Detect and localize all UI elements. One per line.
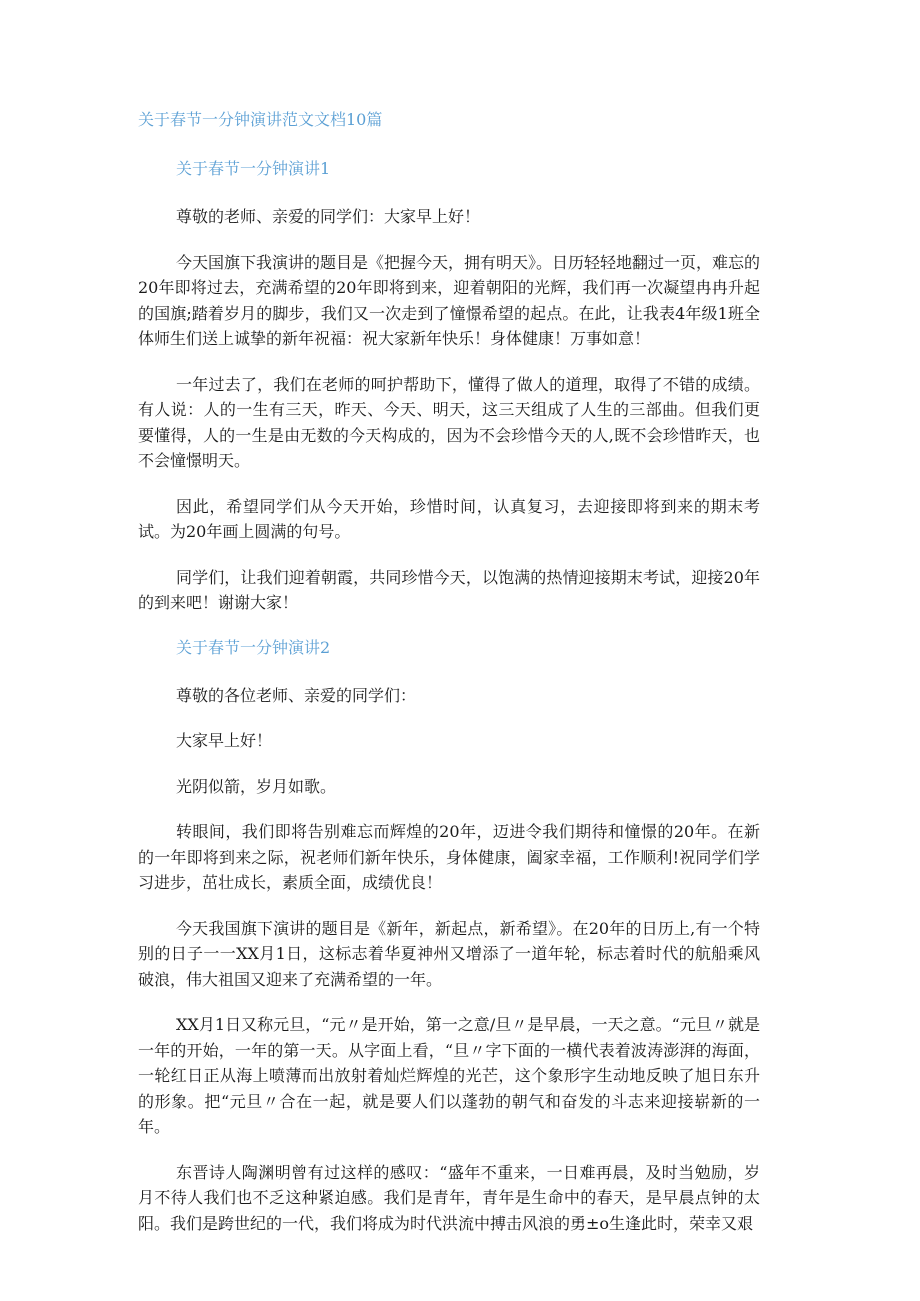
paragraph: 大家早上好！ [176,731,273,750]
section-heading: 关于春节一分钟演讲2 [176,637,331,657]
paragraph: 今天国旗下我演讲的题目是《把握今天，拥有明天》。日历轻轻地翻过一页，难忘的20年即将过去，充满希望的20年即将到来，迎着朝阳的光辉，我们再一次凝望冉冉升起的国旗;踏着岁月的脚步，我们又一次走到了憧憬希望的起点。在此，让我表4年级1班全体师生们送上诚挚的新年祝福：祝大家新年快乐！身体健康！万事如意！ [138,252,761,348]
speech-section-1 [138,157,760,616]
document-title: 关于春节一分钟演讲范文文档10篇 [138,110,383,129]
paragraph: 光阴似箭，岁月如歌。 [176,776,337,796]
paragraph: 尊敬的各位老师、亲爱的同学们： [176,685,417,705]
paragraph: 今天我国旗下演讲的题目是《新年，新起点，新希望》。在20年的日历上,有一个特别的日子一一XX月1日，这标志着华夏神州又增添了一道年轮，标志着时代的航船乘风破浪，伟大祖国又迎来了充满希望的一年。 [138,918,760,989]
paragraph: XX月1日又称元旦，“元〃是开始，第一之意/旦〃是早晨，一天之意。“元旦〃就是一年的开始，一年的第一天。从字面上看，“旦〃字下面的一横代表着波涛澎湃的海面，一轮红日正从海上喷薄而出放射着灿烂辉煌的光芒，这个象形字生动地反映了旭日东升的形象。把“元旦〃合在一起，就是要人们以蓬勃的朝气和奋发的斗志来迎接崭新的一年。 [138,1015,760,1136]
speech-section-2 [138,636,760,1237]
paragraph: 因此，希望同学们从今天开始，珍惜时间，认真复习，去迎接即将到来的期末考试。为20年画上圆满的句号。 [138,496,760,541]
section-heading: 关于春节一分钟演讲1 [176,159,331,178]
paragraph: 一年过去了，我们在老师的呵护帮助下，懂得了做人的道理，取得了不错的成绩。有人说：人的一生有三天，昨天、今天、明天，这三天组成了人生的三部曲。但我们更要懂得，人的一生是由无数的今天构成的，因为不会珍惜今天的人,既不会珍惜昨天，也不会憧憬明天。 [138,374,760,470]
paragraph: 同学们，让我们迎着朝霞，共同珍惜今天，以饱满的热情迎接期末考试，迎接20年的到来吧！谢谢大家！ [138,567,760,612]
paragraph: 转眼间，我们即将告别难忘而辉煌的20年，迈进令我们期待和憧憬的20年。在新的一年即将到来之际，祝老师们新年快乐，身体健康，阖家幸福，工作顺利!祝同学们学习进步，茁壮成长，素质全面，成绩优良！ [138,822,760,892]
paragraph: 东晋诗人陶渊明曾有过这样的感叹：“盛年不重来，一日难再晨，及时当勉励，岁月不待人我们也不乏这种紧迫感。我们是青年，青年是生命中的春天，是早晨点钟的太阳。我们是跨世纪的一代，我们将成为时代洪流中搏击风浪的勇±o生逢此时，荣幸又艰 [138,1162,760,1233]
paragraph: 尊敬的老师、亲爱的同学们：大家早上好！ [176,207,481,226]
